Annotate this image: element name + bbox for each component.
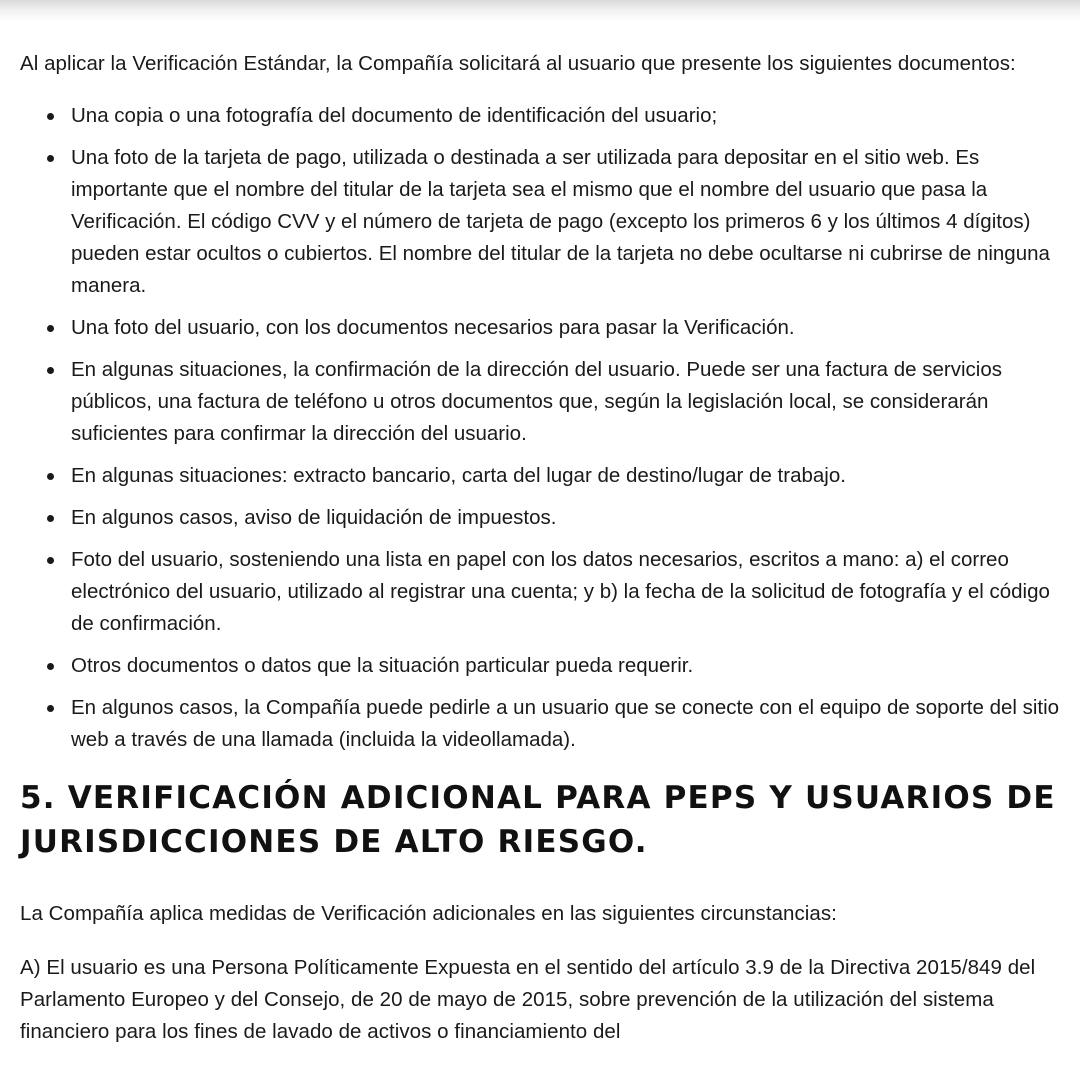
list-item [20,142,1072,302]
bullet-icon [47,557,54,564]
list-item-text: Otros documentos o datos que la situación particular pueda requerir. [71,654,694,677]
section-5-lead: La Compañía aplica medidas de Verificación adicionales en las siguientes circunstancias: [20,902,837,925]
list-item [20,502,1072,534]
section-5-heading: 5. VERIFICACIÓN ADICIONAL PARA PEPS Y USUARIOS DE JURISDICCIONES DE ALTO RIESGO. [20,780,1056,860]
list-item [20,460,1072,492]
list-item-text: Foto del usuario, sosteniendo una lista en papel con los datos necesarios, escritos a mano: a) el correo electrónico del usuario, utilizado al registrar una cuenta; y b) la fecha de la solicitud de fotografía y el código de confirmación. [71,548,1050,635]
list-item-text: En algunos casos, la Compañía puede pedirle a un usuario que se conecte con el equipo de soporte del sitio web a través de una llamada (incluida la videollamada). [71,696,1060,751]
list-item [20,312,1072,344]
list-item [20,544,1072,640]
list-item [20,650,1072,682]
bullet-icon [47,367,54,374]
list-item-text: Una foto del usuario, con los documentos necesarios para pasar la Verificación. [71,316,795,339]
bullet-icon [47,155,54,162]
list-item [20,100,1072,132]
bullet-icon [47,663,54,670]
document-content [20,48,1072,1048]
bullet-icon [47,473,54,480]
bullet-icon [47,113,54,120]
list-item-text: En algunas situaciones, la confirmación de la dirección del usuario. Puede ser una factura de servicios públicos, una factura de teléfono u otros documentos que, según la legislación local, se considerarán suficientes para confirmar la dirección del usuario. [71,358,1002,445]
bullet-icon [47,705,54,712]
list-item-text: En algunas situaciones: extracto bancario, carta del lugar de destino/lugar de trabajo. [71,464,846,487]
bullet-icon [47,515,54,522]
bullet-icon [47,325,54,332]
required-documents-list [20,100,1072,756]
section-5-point-a: A) El usuario es una Persona Políticamente Expuesta en el sentido del artículo 3.9 de la Directiva 2015/849 del Parlamento Europeo y del Consejo, de 20 de mayo de 2015, sobre prevención de la utilización del sistema financiero para los fines de lavado de activos o financiamiento del [20,956,1036,1043]
intro-paragraph: Al aplicar la Verificación Estándar, la Compañía solicitará al usuario que presente los siguientes documentos: [20,52,1016,75]
list-item-text: Una copia o una fotografía del documento de identificación del usuario; [71,104,718,127]
list-item-text: En algunos casos, aviso de liquidación de impuestos. [71,506,557,529]
top-shadow [0,0,1080,22]
list-item-text: Una foto de la tarjeta de pago, utilizada o destinada a ser utilizada para depositar en el sitio web. Es importante que el nombre del titular de la tarjeta sea el mismo que el nombre del usuario que pasa la Verificación. El código CVV y el número de tarjeta de pago (excepto los primeros 6 y los últimos 4 dígitos) pueden estar ocultos o cubiertos. El nombre del titular de la tarjeta no debe ocultarse ni cubrirse de ninguna manera. [71,146,1050,297]
list-item [20,692,1072,756]
list-item [20,354,1072,450]
